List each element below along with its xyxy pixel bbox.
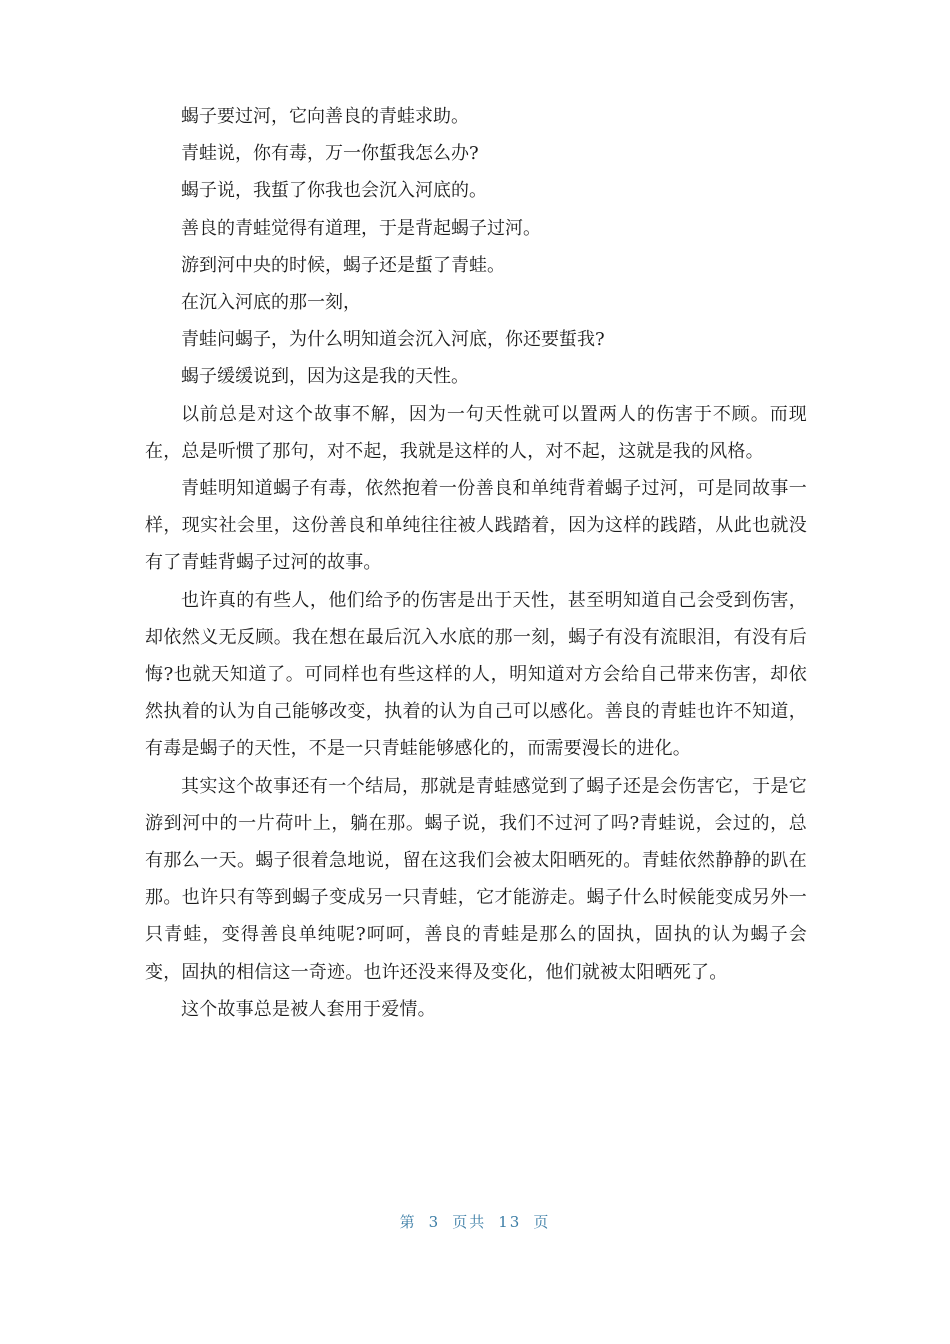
page-footer bbox=[0, 1211, 950, 1232]
footer-page-number: 3 bbox=[428, 1213, 441, 1231]
story-line: 蝎子说，我蜇了你我也会沉入河底的。 bbox=[181, 180, 487, 202]
reflection-paragraph: 以前总是对这个故事不解，因为一句天性就可以置两人的伤害于不顾。而现在，总是听惯了那句，对不起，我就是这样的人，对不起，这就是我的风格。 bbox=[145, 403, 807, 462]
footer-total-pages: 13 bbox=[498, 1213, 522, 1231]
footer-suffix: 页 bbox=[533, 1213, 551, 1231]
document-body bbox=[145, 98, 807, 1028]
story-line: 游到河中央的时候，蝎子还是蜇了青蛙。 bbox=[181, 254, 505, 276]
story-line: 青蛙说，你有毒，万一你蜇我怎么办? bbox=[181, 143, 479, 165]
reflection-paragraph: 也许真的有些人，他们给予的伤害是出于天性，甚至明知道自己会受到伤害，却依然义无反顾。我在想在最后沉入水底的那一刻，蝎子有没有流眼泪，有没有后悔?也就天知道了。可同样也有些这样的人，明知道对方会给自己带来伤害，却依然执着的认为自己能够改变，执着的认为自己可以感化。善良的青蛙也许不知道，有毒是蝎子的天性，不是一只青蛙能够感化的，而需要漫长的进化。 bbox=[145, 589, 807, 760]
footer-middle: 页共 bbox=[452, 1213, 487, 1231]
reflection-paragraph: 这个故事总是被人套用于爱情。 bbox=[181, 998, 436, 1020]
story-line: 在沉入河底的那一刻， bbox=[181, 292, 361, 314]
story-line: 蝎子缓缓说到，因为这是我的天性。 bbox=[181, 366, 469, 388]
story-line: 善良的青蛙觉得有道理，于是背起蝎子过河。 bbox=[181, 217, 541, 239]
reflection-paragraph: 其实这个故事还有一个结局，那就是青蛙感觉到了蝎子还是会伤害它，于是它游到河中的一片荷叶上，躺在那。蝎子说，我们不过河了吗?青蛙说，会过的，总有那么一天。蝎子很着急地说，留在这我们会被太阳晒死的。青蛙依然静静的趴在那。也许只有等到蝎子变成另一只青蛙，它才能游走。蝎子什么时候能变成另外一只青蛙，变得善良单纯呢?呵呵，善良的青蛙是那么的固执，固执的认为蝎子会变，固执的相信这一奇迹。也许还没来得及变化，他们就被太阳晒死了。 bbox=[145, 775, 807, 983]
reflection-paragraph: 青蛙明知道蝎子有毒，依然抱着一份善良和单纯背着蝎子过河，可是同故事一样，现实社会里，这份善良和单纯往往被人践踏着，因为这样的践踏，从此也就没有了青蛙背蝎子过河的故事。 bbox=[145, 478, 807, 574]
story-line: 青蛙问蝎子，为什么明知道会沉入河底，你还要蜇我? bbox=[181, 329, 605, 351]
story-line: 蝎子要过河，它向善良的青蛙求助。 bbox=[181, 106, 469, 127]
footer-prefix: 第 bbox=[399, 1213, 417, 1231]
